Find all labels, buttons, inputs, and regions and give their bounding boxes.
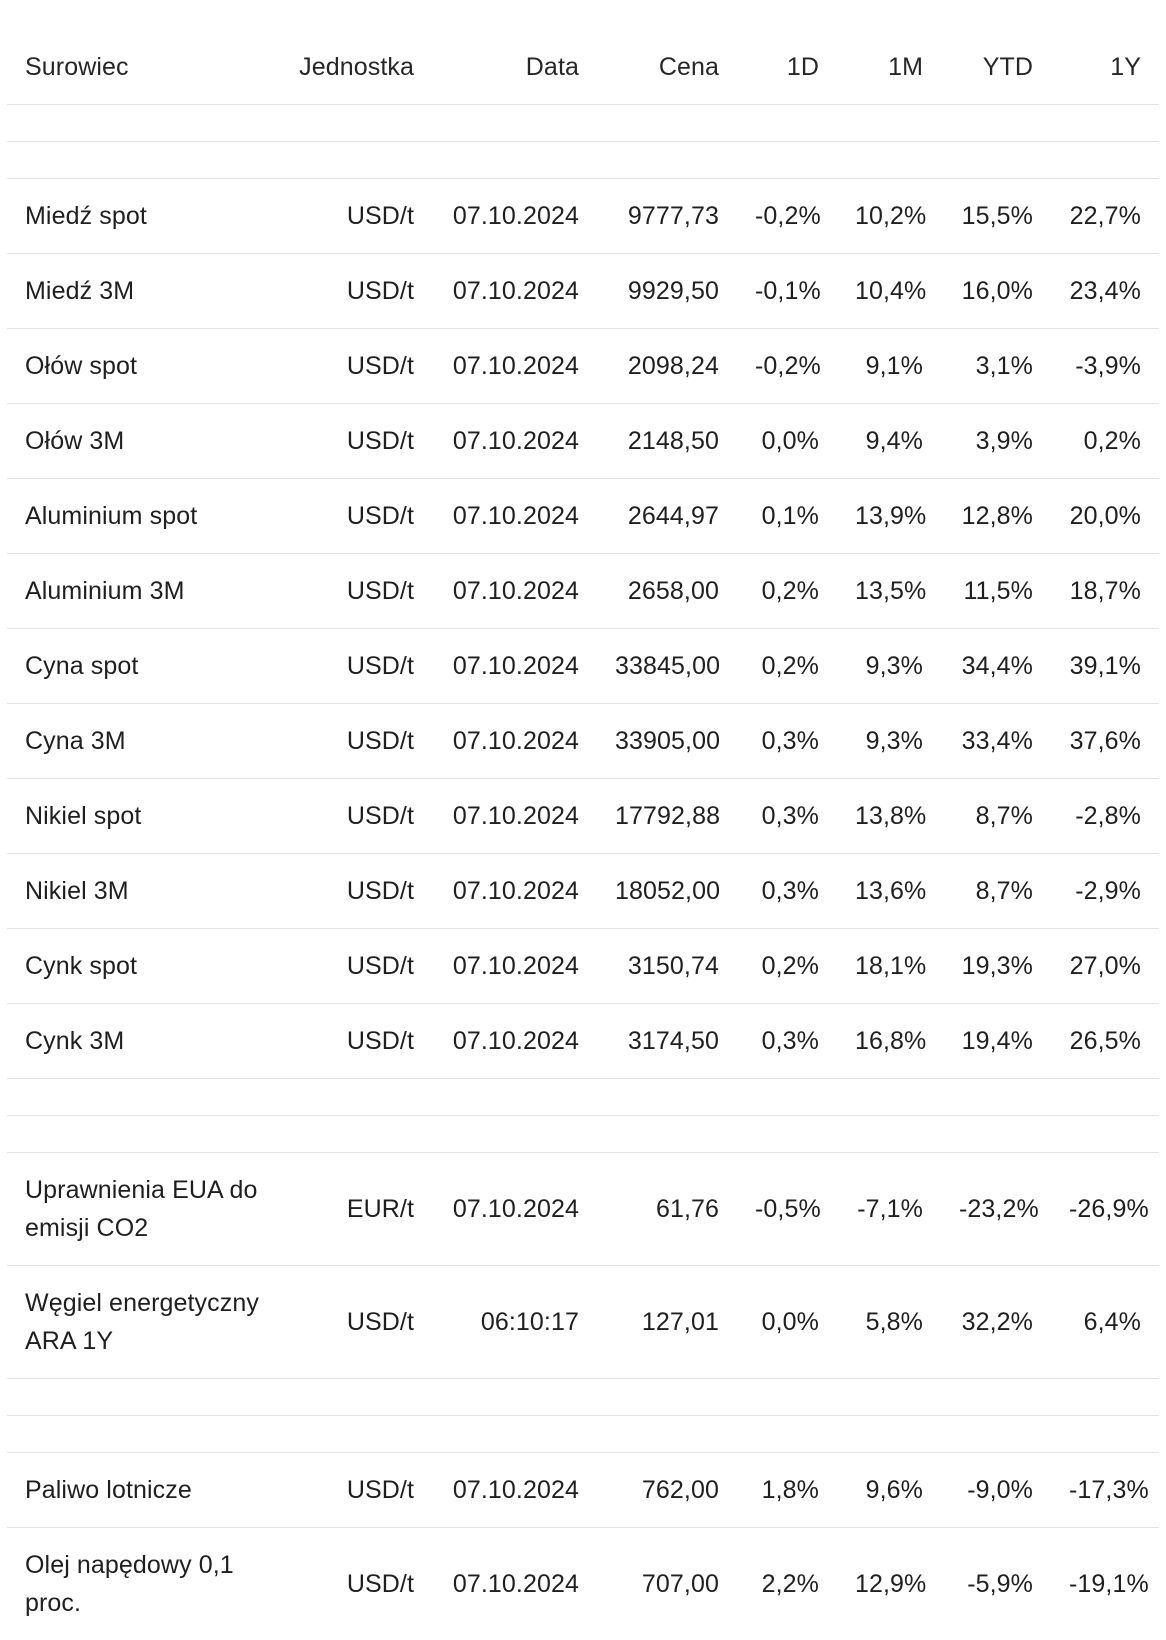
cell-unit: USD/t	[277, 629, 432, 704]
spacer-row	[7, 1379, 1159, 1416]
cell-date: 07.10.2024	[432, 1453, 597, 1528]
cell-commodity: Cyna 3M	[7, 704, 277, 779]
cell-ytd: -9,0%	[941, 1453, 1051, 1528]
cell-1y: 0,2%	[1051, 404, 1159, 479]
cell-unit: USD/t	[277, 1453, 432, 1528]
table-row	[7, 1004, 1159, 1079]
cell-1y: -26,9%	[1051, 1153, 1159, 1266]
cell-commodity: Cynk 3M	[7, 1004, 277, 1079]
cell-price: 9929,50	[597, 254, 737, 329]
cell-1y: 20,0%	[1051, 479, 1159, 554]
cell-unit: USD/t	[277, 1266, 432, 1379]
cell-commodity: Olej napędowy 0,1 proc.	[7, 1528, 277, 1640]
cell-1m: 18,1%	[837, 929, 941, 1004]
cell-1m: 12,9%	[837, 1528, 941, 1640]
cell-1m: 13,9%	[837, 479, 941, 554]
cell-1y: -17,3%	[1051, 1453, 1159, 1528]
cell-1m: 9,3%	[837, 629, 941, 704]
cell-1d: -0,2%	[737, 329, 837, 404]
cell-1y: 39,1%	[1051, 629, 1159, 704]
cell-ytd: 34,4%	[941, 629, 1051, 704]
header-commodity: Surowiec	[7, 30, 277, 105]
cell-ytd: 8,7%	[941, 854, 1051, 929]
cell-1y: 6,4%	[1051, 1266, 1159, 1379]
cell-price: 33905,00	[597, 704, 737, 779]
table-row	[7, 554, 1159, 629]
cell-date: 07.10.2024	[432, 1528, 597, 1640]
cell-unit: USD/t	[277, 929, 432, 1004]
cell-price: 33845,00	[597, 629, 737, 704]
cell-price: 2098,24	[597, 329, 737, 404]
table-row	[7, 629, 1159, 704]
cell-1d: 0,2%	[737, 554, 837, 629]
cell-ytd: 15,5%	[941, 179, 1051, 254]
cell-ytd: 19,4%	[941, 1004, 1051, 1079]
cell-1d: -0,5%	[737, 1153, 837, 1266]
cell-commodity: Miedź spot	[7, 179, 277, 254]
cell-commodity: Ołów 3M	[7, 404, 277, 479]
table-row	[7, 479, 1159, 554]
header-date: Data	[432, 30, 597, 105]
cell-ytd: 11,5%	[941, 554, 1051, 629]
cell-date: 07.10.2024	[432, 329, 597, 404]
cell-ytd: 8,7%	[941, 779, 1051, 854]
cell-price: 3174,50	[597, 1004, 737, 1079]
header-1d: 1D	[737, 30, 837, 105]
commodities-table-container	[7, 30, 1159, 1640]
cell-1d: -0,2%	[737, 179, 837, 254]
cell-date: 07.10.2024	[432, 554, 597, 629]
table-row	[7, 179, 1159, 254]
cell-1y: -2,8%	[1051, 779, 1159, 854]
table-row	[7, 1153, 1159, 1266]
cell-date: 07.10.2024	[432, 779, 597, 854]
header-price: Cena	[597, 30, 737, 105]
cell-unit: USD/t	[277, 404, 432, 479]
cell-date: 07.10.2024	[432, 404, 597, 479]
header-1y: 1Y	[1051, 30, 1159, 105]
cell-commodity: Nikiel 3M	[7, 854, 277, 929]
cell-1m: 10,2%	[837, 179, 941, 254]
cell-1d: 0,3%	[737, 704, 837, 779]
cell-ytd: 19,3%	[941, 929, 1051, 1004]
cell-unit: EUR/t	[277, 1153, 432, 1266]
header-ytd: YTD	[941, 30, 1051, 105]
cell-1m: 13,5%	[837, 554, 941, 629]
cell-commodity: Aluminium 3M	[7, 554, 277, 629]
cell-commodity: Węgiel energetyczny ARA 1Y	[7, 1266, 277, 1379]
cell-ytd: 16,0%	[941, 254, 1051, 329]
cell-1m: 13,6%	[837, 854, 941, 929]
cell-1y: -2,9%	[1051, 854, 1159, 929]
table-row	[7, 1453, 1159, 1528]
cell-commodity: Nikiel spot	[7, 779, 277, 854]
table-row	[7, 1266, 1159, 1379]
table-row	[7, 1528, 1159, 1640]
cell-ytd: -23,2%	[941, 1153, 1051, 1266]
cell-1d: 2,2%	[737, 1528, 837, 1640]
spacer-row	[7, 1416, 1159, 1453]
cell-commodity: Aluminium spot	[7, 479, 277, 554]
cell-price: 17792,88	[597, 779, 737, 854]
cell-price: 127,01	[597, 1266, 737, 1379]
cell-price: 61,76	[597, 1153, 737, 1266]
cell-1d: 0,3%	[737, 1004, 837, 1079]
cell-1y: -19,1%	[1051, 1528, 1159, 1640]
spacer-row	[7, 1079, 1159, 1116]
cell-unit: USD/t	[277, 554, 432, 629]
cell-1m: 9,1%	[837, 329, 941, 404]
cell-date: 07.10.2024	[432, 1153, 597, 1266]
cell-1y: 37,6%	[1051, 704, 1159, 779]
cell-1y: 27,0%	[1051, 929, 1159, 1004]
cell-ytd: 3,9%	[941, 404, 1051, 479]
cell-price: 18052,00	[597, 854, 737, 929]
cell-price: 2148,50	[597, 404, 737, 479]
cell-1m: 9,6%	[837, 1453, 941, 1528]
cell-commodity: Miedź 3M	[7, 254, 277, 329]
table-row	[7, 329, 1159, 404]
cell-unit: USD/t	[277, 329, 432, 404]
cell-unit: USD/t	[277, 779, 432, 854]
cell-1d: 0,2%	[737, 629, 837, 704]
cell-1d: 0,1%	[737, 479, 837, 554]
cell-unit: USD/t	[277, 179, 432, 254]
table-row	[7, 404, 1159, 479]
cell-1m: 13,8%	[837, 779, 941, 854]
cell-1m: 9,3%	[837, 704, 941, 779]
cell-1d: 0,0%	[737, 1266, 837, 1379]
cell-price: 3150,74	[597, 929, 737, 1004]
cell-commodity: Cyna spot	[7, 629, 277, 704]
cell-1y: 23,4%	[1051, 254, 1159, 329]
cell-ytd: -5,9%	[941, 1528, 1051, 1640]
cell-1m: 10,4%	[837, 254, 941, 329]
cell-date: 07.10.2024	[432, 929, 597, 1004]
cell-date: 07.10.2024	[432, 254, 597, 329]
cell-unit: USD/t	[277, 1004, 432, 1079]
table-row	[7, 854, 1159, 929]
cell-1m: 5,8%	[837, 1266, 941, 1379]
cell-1d: 0,0%	[737, 404, 837, 479]
cell-ytd: 12,8%	[941, 479, 1051, 554]
table-row	[7, 779, 1159, 854]
table-row	[7, 704, 1159, 779]
cell-1m: -7,1%	[837, 1153, 941, 1266]
cell-ytd: 33,4%	[941, 704, 1051, 779]
cell-price: 2644,97	[597, 479, 737, 554]
cell-date: 06:10:17	[432, 1266, 597, 1379]
table-header-row	[7, 30, 1159, 105]
cell-commodity: Uprawnienia EUA do emisji CO2	[7, 1153, 277, 1266]
cell-1y: 22,7%	[1051, 179, 1159, 254]
cell-1y: 26,5%	[1051, 1004, 1159, 1079]
spacer-row	[7, 142, 1159, 179]
cell-price: 707,00	[597, 1528, 737, 1640]
header-unit: Jednostka	[277, 30, 432, 105]
cell-date: 07.10.2024	[432, 629, 597, 704]
cell-unit: USD/t	[277, 1528, 432, 1640]
cell-1m: 9,4%	[837, 404, 941, 479]
cell-ytd: 32,2%	[941, 1266, 1051, 1379]
cell-date: 07.10.2024	[432, 704, 597, 779]
cell-price: 2658,00	[597, 554, 737, 629]
cell-commodity: Cynk spot	[7, 929, 277, 1004]
commodities-table	[7, 30, 1159, 1640]
cell-date: 07.10.2024	[432, 1004, 597, 1079]
cell-commodity: Ołów spot	[7, 329, 277, 404]
cell-date: 07.10.2024	[432, 179, 597, 254]
cell-1d: -0,1%	[737, 254, 837, 329]
cell-unit: USD/t	[277, 254, 432, 329]
cell-1y: 18,7%	[1051, 554, 1159, 629]
cell-price: 762,00	[597, 1453, 737, 1528]
spacer-row	[7, 105, 1159, 142]
cell-ytd: 3,1%	[941, 329, 1051, 404]
cell-date: 07.10.2024	[432, 479, 597, 554]
cell-1d: 0,2%	[737, 929, 837, 1004]
cell-unit: USD/t	[277, 479, 432, 554]
spacer-row	[7, 1116, 1159, 1153]
cell-commodity: Paliwo lotnicze	[7, 1453, 277, 1528]
cell-1m: 16,8%	[837, 1004, 941, 1079]
cell-1d: 0,3%	[737, 854, 837, 929]
cell-1d: 1,8%	[737, 1453, 837, 1528]
cell-date: 07.10.2024	[432, 854, 597, 929]
cell-unit: USD/t	[277, 854, 432, 929]
table-row	[7, 254, 1159, 329]
cell-price: 9777,73	[597, 179, 737, 254]
cell-unit: USD/t	[277, 704, 432, 779]
header-1m: 1M	[837, 30, 941, 105]
cell-1d: 0,3%	[737, 779, 837, 854]
cell-1y: -3,9%	[1051, 329, 1159, 404]
table-row	[7, 929, 1159, 1004]
